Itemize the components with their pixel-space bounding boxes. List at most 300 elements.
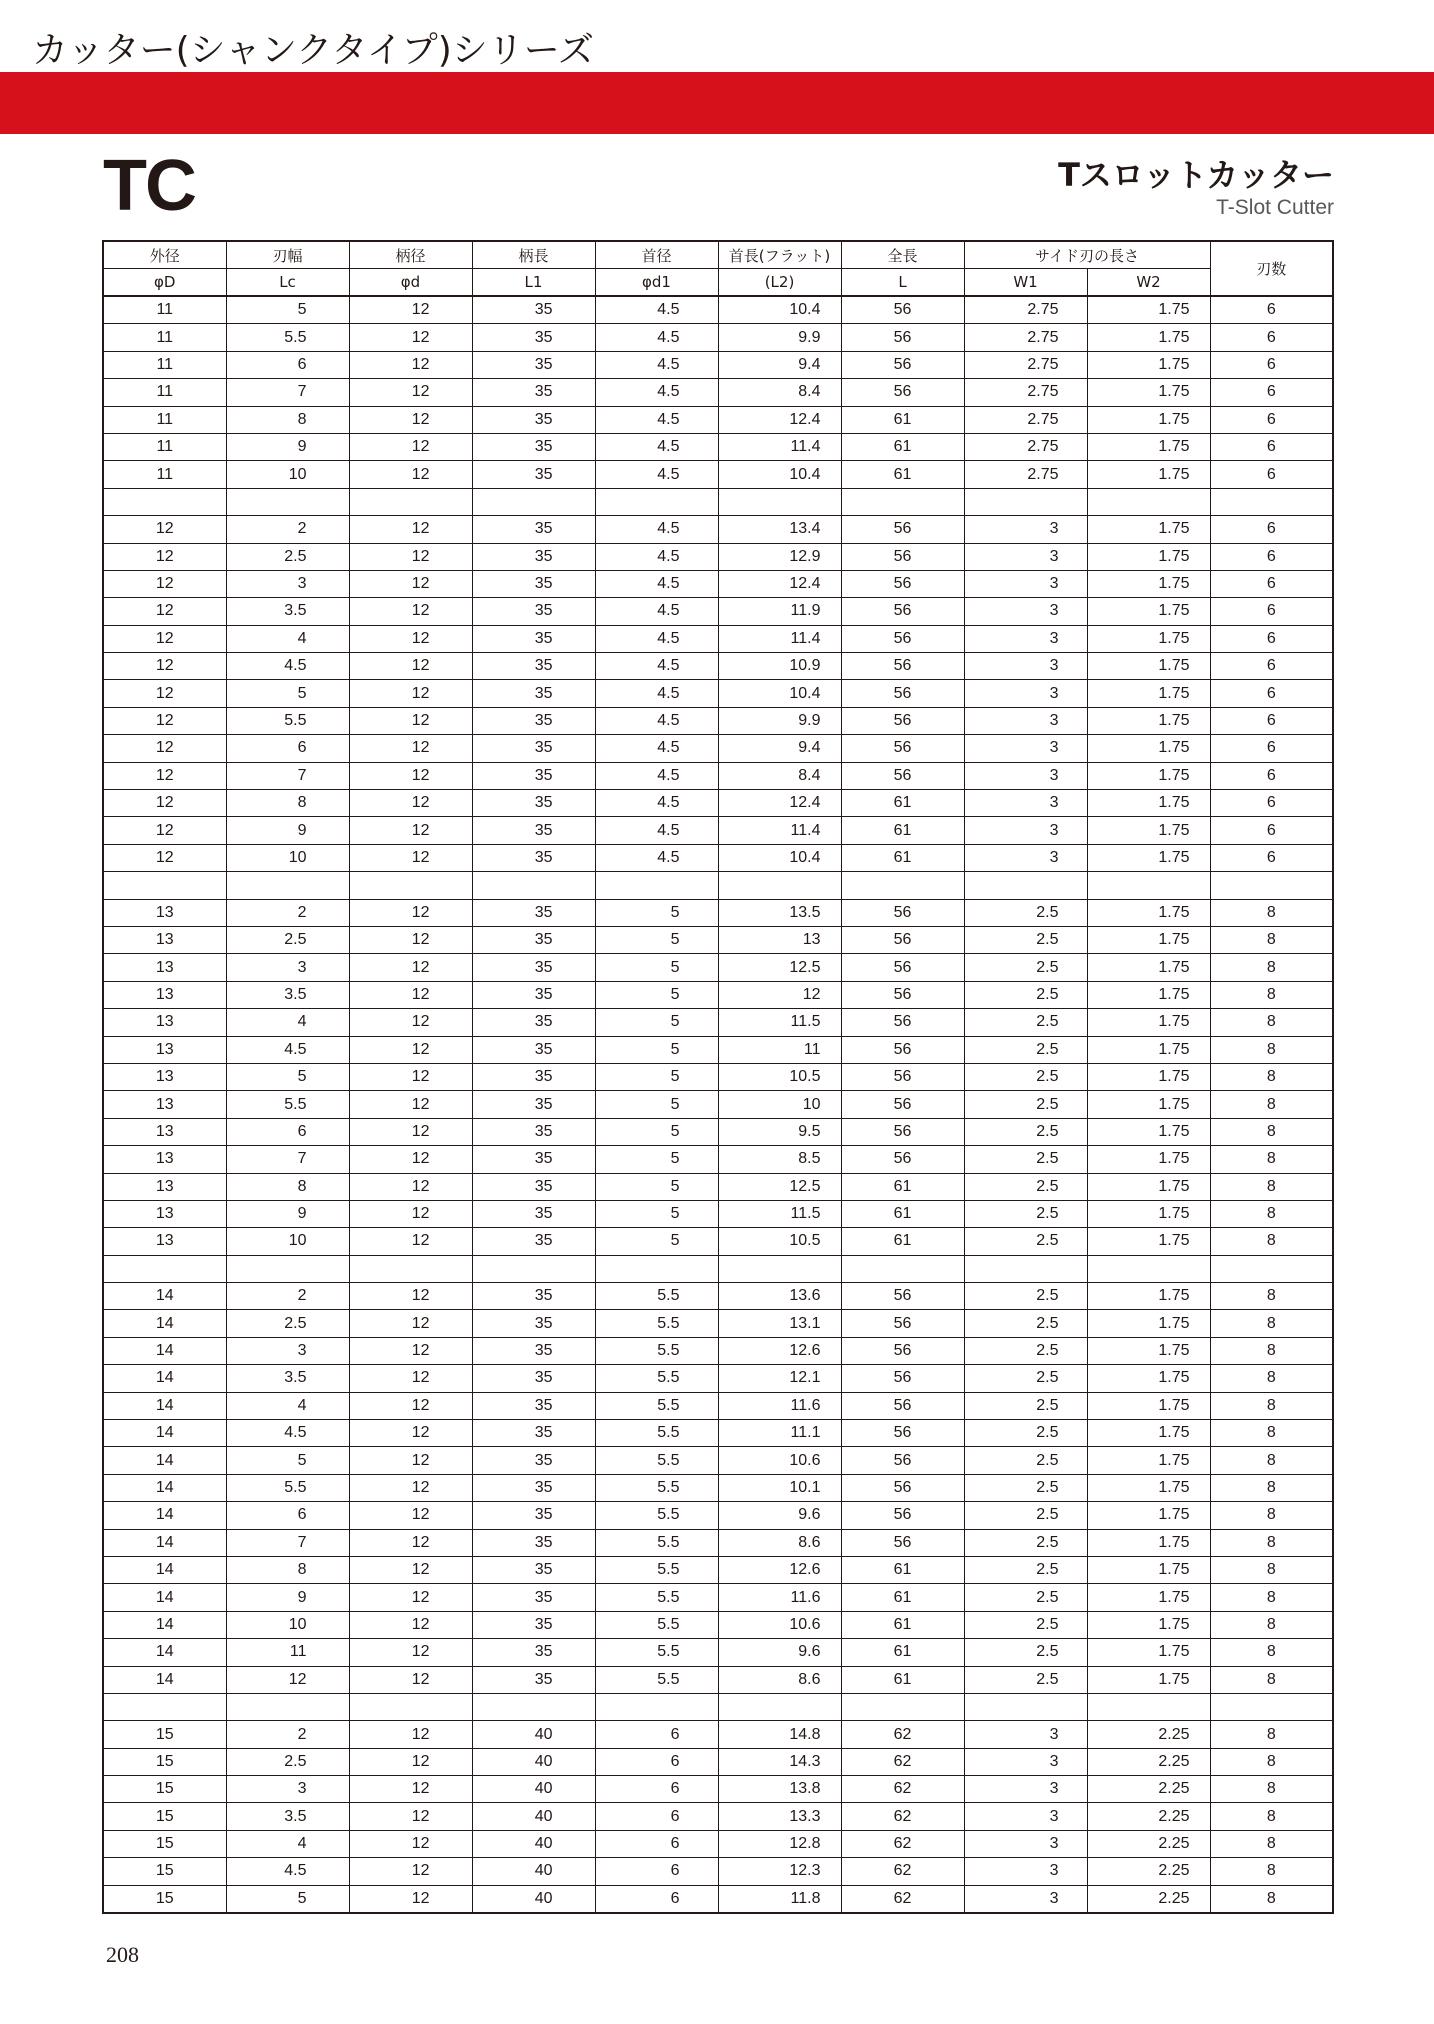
cell-w1: 2.5: [964, 1365, 1087, 1392]
cell-neck-diameter: 6: [595, 1858, 718, 1885]
cell-w2: 1.75: [1087, 762, 1210, 789]
cell-overall-length: 56: [841, 1447, 964, 1474]
cell-w2: 1.75: [1087, 598, 1210, 625]
cell-w2: 1.75: [1087, 707, 1210, 734]
table-row: [103, 406, 1333, 433]
cell-neck-length: 9.6: [718, 1639, 841, 1666]
cell-w1: 2.5: [964, 1529, 1087, 1556]
cell-blade-width: 9: [226, 433, 349, 460]
cell-neck-length: 12: [718, 981, 841, 1008]
cell-outer-diameter: 13: [103, 926, 226, 953]
cell-neck-diameter: 4.5: [595, 790, 718, 817]
cell-blade-width: 9: [226, 1200, 349, 1227]
cell-w2: 1.75: [1087, 1283, 1210, 1310]
cell-blade-width: 2: [226, 1721, 349, 1748]
cell-neck-diameter: 4.5: [595, 324, 718, 351]
cell-w1: 2.75: [964, 324, 1087, 351]
cell-flutes: 6: [1210, 516, 1333, 543]
cell-outer-diameter: 11: [103, 461, 226, 488]
cell-outer-diameter: 12: [103, 543, 226, 570]
table-row: [103, 1721, 1333, 1748]
cell-neck-diameter: 5: [595, 1146, 718, 1173]
cell-outer-diameter: [103, 1255, 226, 1282]
table-row: [103, 1584, 1333, 1611]
cell-shank-length: [472, 1255, 595, 1282]
cell-shank-length: 40: [472, 1830, 595, 1857]
cell-neck-diameter: 5.5: [595, 1502, 718, 1529]
cell-w2: 1.75: [1087, 1639, 1210, 1666]
page-number: 208: [106, 1942, 139, 1967]
cell-overall-length: 56: [841, 1283, 964, 1310]
cell-neck-length: 10.4: [718, 461, 841, 488]
cell-blade-width: 7: [226, 1529, 349, 1556]
cell-shank-length: 35: [472, 379, 595, 406]
cell-shank-length: 35: [472, 1310, 595, 1337]
cell-neck-length: 13.8: [718, 1776, 841, 1803]
cell-w2: [1087, 872, 1210, 899]
cell-overall-length: [841, 488, 964, 515]
cell-flutes: 8: [1210, 1803, 1333, 1830]
cell-flutes: 8: [1210, 1392, 1333, 1419]
cell-shank-length: 35: [472, 1611, 595, 1638]
table-row: [103, 762, 1333, 789]
cell-neck-diameter: 4.5: [595, 570, 718, 597]
table-row: [103, 516, 1333, 543]
cell-w1: 2.5: [964, 1474, 1087, 1501]
table-row: [103, 1858, 1333, 1885]
cell-w1: 2.75: [964, 351, 1087, 378]
cell-shank-diameter: 12: [349, 762, 472, 789]
cell-blade-width: 2: [226, 899, 349, 926]
cell-shank-diameter: 12: [349, 1337, 472, 1364]
cell-outer-diameter: 13: [103, 1036, 226, 1063]
cell-neck-diameter: 5: [595, 1118, 718, 1145]
cell-shank-diameter: 12: [349, 379, 472, 406]
cell-shank-length: 35: [472, 1420, 595, 1447]
cell-shank-length: 35: [472, 570, 595, 597]
table-spacer-row: [103, 488, 1333, 515]
table-row: [103, 653, 1333, 680]
table-row: [103, 1556, 1333, 1583]
cell-w1: 2.5: [964, 1420, 1087, 1447]
cell-blade-width: 8: [226, 790, 349, 817]
table-row: [103, 1036, 1333, 1063]
cell-overall-length: [841, 872, 964, 899]
table-spacer-row: [103, 1693, 1333, 1720]
cell-outer-diameter: 12: [103, 735, 226, 762]
cell-overall-length: 61: [841, 1200, 964, 1227]
cell-neck-length: 14.3: [718, 1748, 841, 1775]
cell-outer-diameter: 13: [103, 1063, 226, 1090]
table-row: [103, 981, 1333, 1008]
cell-w1: 2.75: [964, 406, 1087, 433]
cell-blade-width: [226, 488, 349, 515]
cell-shank-diameter: 12: [349, 1118, 472, 1145]
cell-neck-length: 9.5: [718, 1118, 841, 1145]
cell-outer-diameter: 11: [103, 324, 226, 351]
cell-w1: 3: [964, 707, 1087, 734]
cell-shank-length: 35: [472, 899, 595, 926]
cell-w1: 2.5: [964, 981, 1087, 1008]
cell-w1: 2.5: [964, 1447, 1087, 1474]
cell-neck-diameter: 4.5: [595, 680, 718, 707]
cell-neck-diameter: 5: [595, 1009, 718, 1036]
cell-w2: 2.25: [1087, 1748, 1210, 1775]
cell-overall-length: 61: [841, 1611, 964, 1638]
cell-shank-diameter: 12: [349, 598, 472, 625]
cell-neck-diameter: 5.5: [595, 1420, 718, 1447]
cell-blade-width: 5: [226, 296, 349, 324]
cell-shank-diameter: 12: [349, 543, 472, 570]
cell-blade-width: 2.5: [226, 1310, 349, 1337]
cell-neck-diameter: 6: [595, 1721, 718, 1748]
cell-shank-length: 35: [472, 1063, 595, 1090]
cell-overall-length: 61: [841, 817, 964, 844]
cell-w2: 1.75: [1087, 899, 1210, 926]
cell-w2: 1.75: [1087, 1502, 1210, 1529]
cell-overall-length: 62: [841, 1748, 964, 1775]
cell-blade-width: 3.5: [226, 1365, 349, 1392]
table-row: [103, 1063, 1333, 1090]
cell-overall-length: 61: [841, 461, 964, 488]
cell-neck-length: 14.8: [718, 1721, 841, 1748]
cell-overall-length: 56: [841, 516, 964, 543]
cell-outer-diameter: 12: [103, 762, 226, 789]
cell-shank-length: 35: [472, 1146, 595, 1173]
cell-flutes: [1210, 872, 1333, 899]
cell-flutes: 6: [1210, 543, 1333, 570]
cell-shank-diameter: 12: [349, 1639, 472, 1666]
cell-shank-diameter: 12: [349, 844, 472, 871]
cell-overall-length: 56: [841, 1474, 964, 1501]
cell-outer-diameter: 13: [103, 981, 226, 1008]
cell-outer-diameter: 14: [103, 1584, 226, 1611]
cell-neck-diameter: 4.5: [595, 433, 718, 460]
cell-shank-length: 35: [472, 1228, 595, 1255]
cell-blade-width: 2.5: [226, 926, 349, 953]
symbol-W1: W1: [964, 269, 1087, 297]
cell-shank-length: 35: [472, 1392, 595, 1419]
cell-neck-diameter: 5.5: [595, 1474, 718, 1501]
cell-flutes: [1210, 1693, 1333, 1720]
cell-w1: 2.5: [964, 1310, 1087, 1337]
cell-w2: 1.75: [1087, 1337, 1210, 1364]
cell-outer-diameter: 14: [103, 1283, 226, 1310]
cell-neck-diameter: 5.5: [595, 1283, 718, 1310]
cell-flutes: 8: [1210, 899, 1333, 926]
cell-overall-length: 56: [841, 1529, 964, 1556]
cell-w2: 1.75: [1087, 1611, 1210, 1638]
cell-shank-diameter: 12: [349, 653, 472, 680]
cell-neck-length: 10.9: [718, 653, 841, 680]
cell-w1: 2.5: [964, 1611, 1087, 1638]
table-row: [103, 1118, 1333, 1145]
cell-neck-diameter: 5.5: [595, 1447, 718, 1474]
cell-blade-width: 4.5: [226, 1036, 349, 1063]
cell-neck-diameter: 4.5: [595, 461, 718, 488]
cell-flutes: 6: [1210, 406, 1333, 433]
cell-blade-width: 6: [226, 1118, 349, 1145]
table-row: [103, 1776, 1333, 1803]
cell-w1: 2.5: [964, 1502, 1087, 1529]
cell-outer-diameter: 14: [103, 1337, 226, 1364]
cell-blade-width: 2.5: [226, 1748, 349, 1775]
cell-neck-diameter: 5: [595, 1200, 718, 1227]
cell-w1: 3: [964, 516, 1087, 543]
cell-neck-diameter: 4.5: [595, 707, 718, 734]
cell-shank-diameter: 12: [349, 1146, 472, 1173]
cell-blade-width: 3.5: [226, 981, 349, 1008]
cell-neck-diameter: 5.5: [595, 1639, 718, 1666]
cell-shank-diameter: 12: [349, 1885, 472, 1913]
cell-w1: 3: [964, 762, 1087, 789]
cell-flutes: 8: [1210, 1556, 1333, 1583]
cell-w1: 3: [964, 653, 1087, 680]
cell-neck-diameter: 5: [595, 1173, 718, 1200]
table-row: [103, 1447, 1333, 1474]
cell-shank-diameter: 12: [349, 1529, 472, 1556]
cell-overall-length: 62: [841, 1858, 964, 1885]
cell-neck-diameter: 6: [595, 1885, 718, 1913]
cell-shank-diameter: 12: [349, 1611, 472, 1638]
cell-flutes: 6: [1210, 351, 1333, 378]
cell-overall-length: 56: [841, 735, 964, 762]
cell-blade-width: 8: [226, 1173, 349, 1200]
cell-shank-length: 40: [472, 1776, 595, 1803]
cell-w1: 3: [964, 1858, 1087, 1885]
table-row: [103, 433, 1333, 460]
cell-shank-diameter: 12: [349, 981, 472, 1008]
cell-outer-diameter: 12: [103, 680, 226, 707]
cell-overall-length: [841, 1255, 964, 1282]
cell-neck-length: 9.4: [718, 735, 841, 762]
cell-w2: 1.75: [1087, 406, 1210, 433]
cell-blade-width: 3: [226, 570, 349, 597]
cell-neck-length: 9.6: [718, 1502, 841, 1529]
cell-shank-diameter: 12: [349, 1776, 472, 1803]
cell-w1: 2.5: [964, 1009, 1087, 1036]
cell-flutes: 6: [1210, 707, 1333, 734]
header-overall-length: 全長: [841, 241, 964, 269]
cell-neck-length: 10.5: [718, 1063, 841, 1090]
cell-neck-length: 10.1: [718, 1474, 841, 1501]
cell-neck-length: 11.1: [718, 1420, 841, 1447]
cell-neck-length: 12.6: [718, 1337, 841, 1364]
cell-w2: 1.75: [1087, 1392, 1210, 1419]
cell-shank-diameter: 12: [349, 1036, 472, 1063]
cell-shank-diameter: 12: [349, 1228, 472, 1255]
symbol-Lc: Lc: [226, 269, 349, 297]
cell-neck-length: 10.4: [718, 680, 841, 707]
cell-w2: 1.75: [1087, 790, 1210, 817]
cell-outer-diameter: 13: [103, 954, 226, 981]
cell-shank-length: 35: [472, 1502, 595, 1529]
cell-outer-diameter: 12: [103, 707, 226, 734]
cell-flutes: 6: [1210, 790, 1333, 817]
table-row: [103, 1392, 1333, 1419]
cell-w2: 1.75: [1087, 1118, 1210, 1145]
cell-w2: 1.75: [1087, 516, 1210, 543]
cell-overall-length: 56: [841, 707, 964, 734]
cell-shank-diameter: 12: [349, 1091, 472, 1118]
cell-overall-length: 56: [841, 954, 964, 981]
cell-flutes: 8: [1210, 1748, 1333, 1775]
header-red-band: [0, 72, 1434, 134]
cell-shank-diameter: [349, 1255, 472, 1282]
cell-blade-width: 5.5: [226, 324, 349, 351]
cell-w1: 2.5: [964, 1200, 1087, 1227]
table-row: [103, 598, 1333, 625]
cell-shank-length: 35: [472, 1337, 595, 1364]
cell-outer-diameter: 14: [103, 1611, 226, 1638]
cell-w2: 1.75: [1087, 926, 1210, 953]
cell-shank-length: 35: [472, 1639, 595, 1666]
cell-outer-diameter: 11: [103, 296, 226, 324]
cell-neck-diameter: 5: [595, 1091, 718, 1118]
cell-outer-diameter: 12: [103, 570, 226, 597]
table-row: [103, 296, 1333, 324]
cell-shank-diameter: 12: [349, 926, 472, 953]
cell-flutes: 6: [1210, 379, 1333, 406]
cell-w1: 3: [964, 543, 1087, 570]
cell-w1: 2.5: [964, 899, 1087, 926]
table-row: [103, 351, 1333, 378]
cell-neck-diameter: 4.5: [595, 296, 718, 324]
cell-w2: 1.75: [1087, 1146, 1210, 1173]
cell-neck-diameter: 5.5: [595, 1556, 718, 1583]
cell-outer-diameter: 15: [103, 1830, 226, 1857]
cell-neck-diameter: [595, 488, 718, 515]
cell-neck-length: 13: [718, 926, 841, 953]
cell-neck-diameter: 6: [595, 1803, 718, 1830]
cell-overall-length: 56: [841, 1365, 964, 1392]
cell-shank-length: 35: [472, 735, 595, 762]
cell-neck-diameter: 6: [595, 1748, 718, 1775]
cell-w1: 2.5: [964, 926, 1087, 953]
cell-w1: [964, 1693, 1087, 1720]
cell-shank-diameter: 12: [349, 1365, 472, 1392]
cell-blade-width: 3: [226, 1776, 349, 1803]
cell-shank-length: 40: [472, 1885, 595, 1913]
cell-outer-diameter: 12: [103, 625, 226, 652]
cell-overall-length: 56: [841, 1420, 964, 1447]
cell-overall-length: 56: [841, 351, 964, 378]
cell-shank-length: 40: [472, 1748, 595, 1775]
cell-w1: 2.5: [964, 1173, 1087, 1200]
cell-outer-diameter: 14: [103, 1447, 226, 1474]
cell-blade-width: 4: [226, 1392, 349, 1419]
cell-blade-width: 5: [226, 1063, 349, 1090]
cell-w1: 2.5: [964, 1228, 1087, 1255]
cell-shank-length: 35: [472, 1474, 595, 1501]
cell-flutes: 8: [1210, 1365, 1333, 1392]
cell-w1: 2.5: [964, 1639, 1087, 1666]
cell-w2: 1.75: [1087, 1036, 1210, 1063]
cell-shank-length: 35: [472, 433, 595, 460]
cell-shank-diameter: 12: [349, 1666, 472, 1693]
cell-w1: 3: [964, 844, 1087, 871]
cell-neck-diameter: 6: [595, 1830, 718, 1857]
cell-w1: 2.5: [964, 1063, 1087, 1090]
cell-w2: 1.75: [1087, 1447, 1210, 1474]
cell-w2: 1.75: [1087, 1173, 1210, 1200]
cell-shank-length: 35: [472, 543, 595, 570]
cell-neck-diameter: 4.5: [595, 516, 718, 543]
cell-blade-width: 7: [226, 762, 349, 789]
cell-w2: 1.75: [1087, 296, 1210, 324]
header-outer-diameter: 外径: [103, 241, 226, 269]
cell-shank-length: 35: [472, 351, 595, 378]
cell-w1: [964, 1255, 1087, 1282]
cell-w1: 3: [964, 735, 1087, 762]
cell-flutes: 8: [1210, 1721, 1333, 1748]
table-row: [103, 543, 1333, 570]
cell-neck-length: 9.4: [718, 351, 841, 378]
cell-overall-length: 61: [841, 1584, 964, 1611]
cell-shank-length: 35: [472, 954, 595, 981]
cell-neck-diameter: 4.5: [595, 762, 718, 789]
table-row: [103, 625, 1333, 652]
cell-neck-length: 10.4: [718, 296, 841, 324]
cell-outer-diameter: 14: [103, 1420, 226, 1447]
cell-w2: 1.75: [1087, 351, 1210, 378]
cell-w2: 1.75: [1087, 625, 1210, 652]
cell-w2: 1.75: [1087, 1310, 1210, 1337]
cell-shank-diameter: 12: [349, 680, 472, 707]
cell-neck-diameter: 5: [595, 926, 718, 953]
cell-overall-length: 56: [841, 570, 964, 597]
product-code: TC: [103, 146, 195, 226]
cell-blade-width: 5.5: [226, 707, 349, 734]
table-row: [103, 379, 1333, 406]
cell-outer-diameter: 14: [103, 1474, 226, 1501]
cell-w1: 3: [964, 1776, 1087, 1803]
cell-flutes: 8: [1210, 1611, 1333, 1638]
table-row: [103, 1420, 1333, 1447]
cell-neck-length: 10.6: [718, 1611, 841, 1638]
cell-outer-diameter: 13: [103, 899, 226, 926]
cell-neck-length: 11: [718, 1036, 841, 1063]
cell-neck-length: 10.4: [718, 844, 841, 871]
cell-neck-length: 11.4: [718, 817, 841, 844]
cell-neck-diameter: 5.5: [595, 1365, 718, 1392]
cell-blade-width: 2: [226, 516, 349, 543]
symbol-W2: W2: [1087, 269, 1210, 297]
cell-w1: 3: [964, 1830, 1087, 1857]
cell-shank-diameter: 12: [349, 433, 472, 460]
cell-overall-length: 56: [841, 1036, 964, 1063]
cell-neck-length: 12.6: [718, 1556, 841, 1583]
cell-neck-length: 11.6: [718, 1584, 841, 1611]
table-row: [103, 1748, 1333, 1775]
table-row: [103, 1365, 1333, 1392]
cell-outer-diameter: 12: [103, 516, 226, 543]
cell-neck-length: [718, 1255, 841, 1282]
cell-overall-length: 56: [841, 379, 964, 406]
symbol-d: φd: [349, 269, 472, 297]
cell-flutes: 8: [1210, 1091, 1333, 1118]
cell-flutes: 8: [1210, 1584, 1333, 1611]
cell-shank-length: 35: [472, 461, 595, 488]
cell-shank-length: 40: [472, 1858, 595, 1885]
cell-blade-width: 4: [226, 1830, 349, 1857]
symbol-D: φD: [103, 269, 226, 297]
cell-blade-width: 5.5: [226, 1474, 349, 1501]
cell-shank-diameter: 12: [349, 1474, 472, 1501]
cell-blade-width: 12: [226, 1666, 349, 1693]
cell-blade-width: 2.5: [226, 543, 349, 570]
cell-w2: 2.25: [1087, 1721, 1210, 1748]
